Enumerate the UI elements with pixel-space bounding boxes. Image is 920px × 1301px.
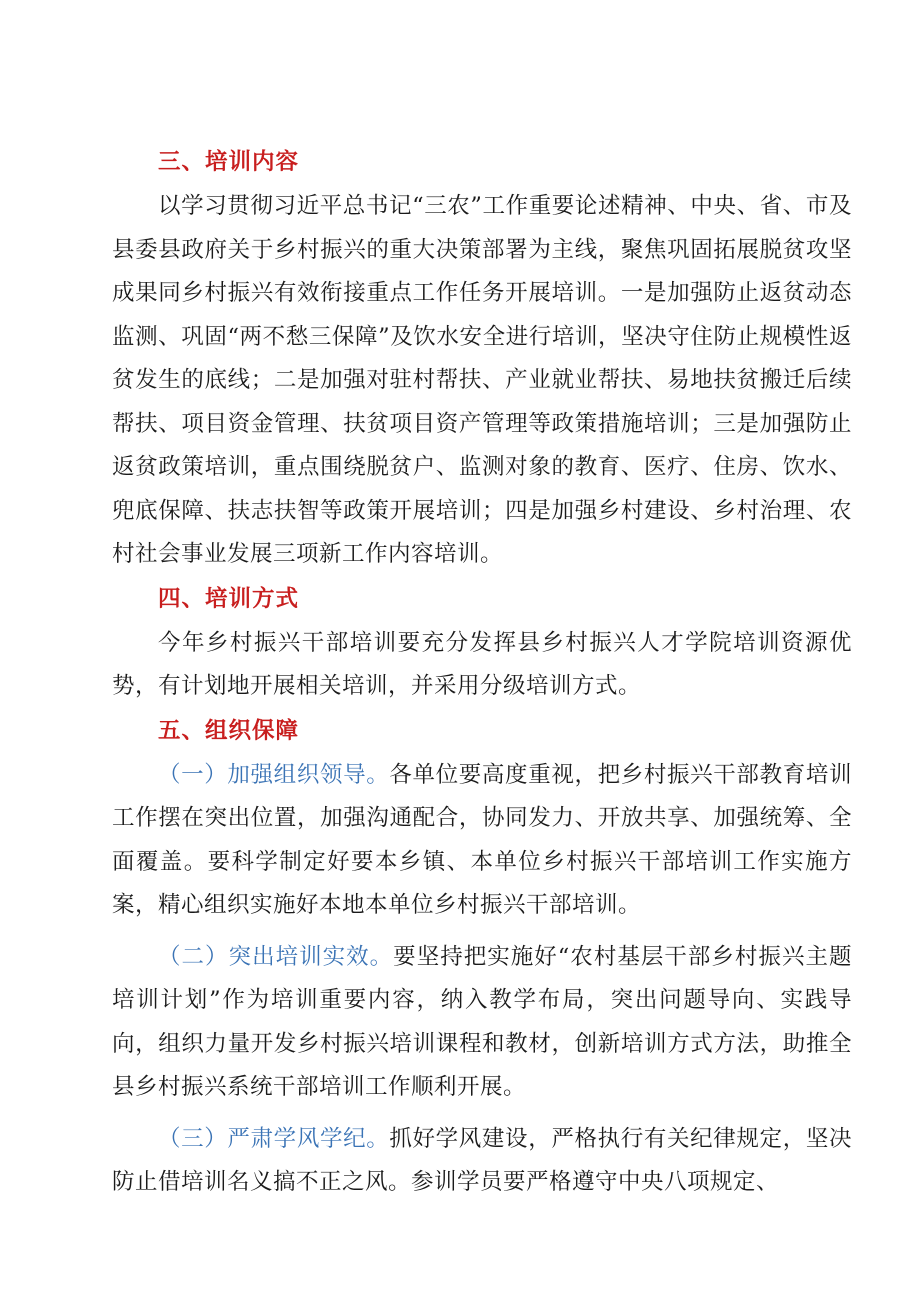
section-heading-organization-guarantee: 五、组织保障 (158, 717, 300, 744)
guarantee-item-title: （二）突出培训实效。 (158, 943, 394, 970)
training-method-paragraph: 今年乡村振兴干部培训要充分发挥县乡村振兴人才学院培训资源优势，有计划地开展相关培训，并采用分级培训方式。 (112, 629, 852, 699)
guarantee-item-title: （三）严肃学风学纪。 (158, 1125, 390, 1152)
guarantee-item-title: （一）加强组织领导。 (158, 761, 390, 788)
guarantee-item-effectiveness (112, 936, 852, 1110)
training-content-paragraph: 以学习贯彻习近平总书记“三农”工作重要论述精神、中央、省、市及县委县政府关于乡村振兴的重大决策部署为主线，聚焦巩固拓展脱贫攻坚成果同乡村振兴有效衔接重点工作任务开展培训。一是加强防止返贫动态监测、巩固“两不愁三保障”及饮水安全进行培训，坚决守住防止规模性返贫发生的底线；二是加强对驻村帮扶、产业就业帮扶、易地扶贫搬迁后续帮扶、项目资金管理、扶贫项目资产管理等政策措施培训；三是加强防止返贫政策培训，重点围绕脱贫户、监测对象的教育、医疗、住房、饮水、兜底保障、扶志扶智等政策开展培训；四是加强乡村建设、乡村治理、农村社会事业发展三项新工作内容培训。 (112, 193, 852, 567)
document-page (112, 140, 852, 1205)
section-heading-training-content: 三、培训内容 (158, 149, 300, 175)
guarantee-item-body: 要坚持把实施好“农村基层干部乡村振兴主题培训计划”作为培训重要内容，纳入教学布局，突出问题导向、实践导向，组织力量开发乡村振兴培训课程和教材，创新培训方式方法，助推全县乡村振兴系统干部培训工作顺利开展。 (112, 943, 852, 1100)
guarantee-item-discipline (112, 1118, 852, 1205)
guarantee-item-body: 各单位要高度重视，把乡村振兴干部教育培训工作摆在突出位置，加强沟通配合，协同发力、开放共享、加强统筹、全面覆盖。要科学制定好要本乡镇、本单位乡村振兴干部培训工作实施方案，精心组织实施好本地本单位乡村振兴干部培训。 (112, 761, 852, 918)
guarantee-item-body: 抓好学风建设，严格执行有关纪律规定，坚决防止借培训名义搞不正之风。参训学员要严格遵守中央八项规定、 (112, 1125, 852, 1195)
section-heading-training-method: 四、培训方式 (158, 585, 300, 612)
guarantee-item-leadership (112, 754, 852, 928)
